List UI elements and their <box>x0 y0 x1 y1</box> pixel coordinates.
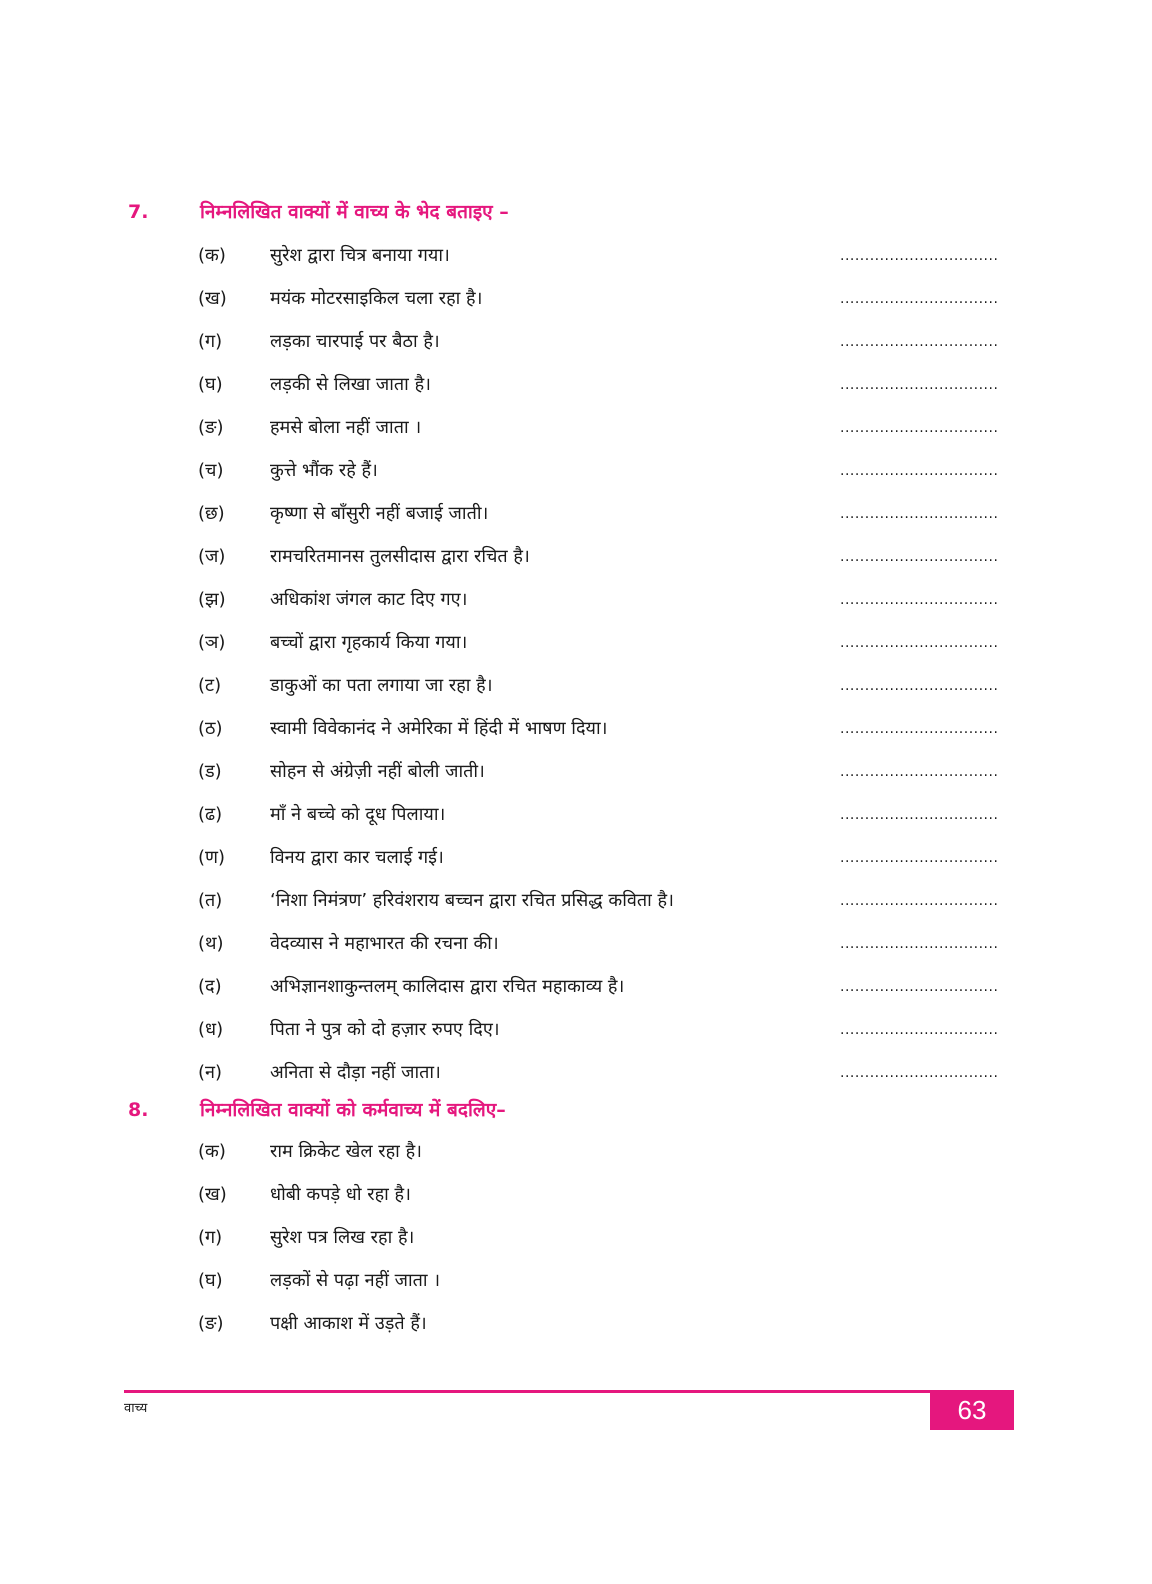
item-sentence: पिता ने पुत्र को दो हज़ार रुपए दिए। <box>270 1019 500 1040</box>
list-item <box>198 285 1018 328</box>
answer-blank: ................................ <box>840 635 999 651</box>
list-item <box>198 887 1018 930</box>
item-label: (ढ) <box>198 804 223 825</box>
list-item <box>198 1267 1018 1310</box>
answer-blank: ................................ <box>840 420 999 436</box>
item-sentence: लड़की से लिखा जाता है। <box>270 374 431 395</box>
answer-blank: ................................ <box>840 334 999 350</box>
list-item <box>198 371 1018 414</box>
list-item <box>198 586 1018 629</box>
answer-blank: ................................ <box>840 248 999 264</box>
item-label: (ङ) <box>198 1313 224 1334</box>
item-label: (ज) <box>198 546 226 567</box>
item-label: (त) <box>198 890 223 911</box>
item-sentence: स्वामी विवेकानंद ने अमेरिका में हिंदी में भाषण दिया। <box>270 718 608 739</box>
list-item <box>198 242 1018 285</box>
list-item <box>198 1181 1018 1224</box>
item-label: (ञ) <box>198 632 226 653</box>
item-sentence: अधिकांश जंगल काट दिए गए। <box>270 589 468 610</box>
answer-blank: ................................ <box>840 1065 999 1081</box>
item-label: (झ) <box>198 589 226 610</box>
item-sentence: ‘निशा निमंत्रण’ हरिवंशराय बच्चन द्वारा रचित प्रसिद्ध कविता है। <box>270 890 674 911</box>
answer-blank: ................................ <box>840 1022 999 1038</box>
item-sentence: कुत्ते भौंक रहे हैं। <box>270 460 378 481</box>
item-label: (क) <box>198 1141 226 1162</box>
item-sentence: अभिज्ञानशाकुन्तलम् कालिदास द्वारा रचित महाकाव्य है। <box>270 976 625 997</box>
list-item <box>198 801 1018 844</box>
item-sentence: मयंक मोटरसाइकिल चला रहा है। <box>270 288 483 309</box>
answer-blank: ................................ <box>840 549 999 565</box>
answer-blank: ................................ <box>840 291 999 307</box>
chapter-name: वाच्य <box>124 1401 148 1416</box>
item-label: (ङ) <box>198 417 224 438</box>
item-sentence: हमसे बोला नहीं जाता । <box>270 417 422 438</box>
item-sentence: लड़का चारपाई पर बैठा है। <box>270 331 440 352</box>
list-item <box>198 1016 1018 1059</box>
item-label: (ग) <box>198 1227 223 1248</box>
item-label: (च) <box>198 460 224 481</box>
item-label: (न) <box>198 1062 223 1083</box>
item-sentence: विनय द्वारा कार चलाई गई। <box>270 847 444 868</box>
item-label: (घ) <box>198 1270 223 1291</box>
item-label: (ठ) <box>198 718 223 739</box>
item-label: (ड) <box>198 761 222 782</box>
list-item <box>198 457 1018 500</box>
list-item <box>198 1224 1018 1267</box>
answer-blank: ................................ <box>840 463 999 479</box>
item-sentence: डाकुओं का पता लगाया जा रहा है। <box>270 675 493 696</box>
item-sentence: बच्चों द्वारा गृहकार्य किया गया। <box>270 632 468 653</box>
list-item <box>198 543 1018 586</box>
list-item <box>198 758 1018 801</box>
item-sentence: सुरेश द्वारा चित्र बनाया गया। <box>270 245 450 266</box>
item-sentence: वेदव्यास ने महाभारत की रचना की। <box>270 933 499 954</box>
list-item <box>198 1310 1018 1353</box>
item-sentence: कृष्णा से बाँसुरी नहीं बजाई जाती। <box>270 503 489 524</box>
item-label: (छ) <box>198 503 225 524</box>
footer-divider <box>124 1390 1014 1393</box>
answer-blank: ................................ <box>840 979 999 995</box>
list-item <box>198 500 1018 543</box>
list-item <box>198 629 1018 672</box>
answer-blank: ................................ <box>840 807 999 823</box>
question-title: निम्नलिखित वाक्यों को कर्मवाच्य में बदलिए– <box>200 1099 506 1121</box>
answer-blank: ................................ <box>840 850 999 866</box>
item-sentence: सुरेश पत्र लिख रहा है। <box>270 1227 415 1248</box>
answer-blank: ................................ <box>840 721 999 737</box>
item-sentence: पक्षी आकाश में उड़ते हैं। <box>270 1313 427 1334</box>
item-sentence: लड़कों से पढ़ा नहीं जाता । <box>270 1270 441 1291</box>
item-label: (क) <box>198 245 226 266</box>
answer-blank: ................................ <box>840 678 999 694</box>
item-label: (द) <box>198 976 222 997</box>
item-label: (ख) <box>198 288 227 309</box>
answer-blank: ................................ <box>840 377 999 393</box>
answer-blank: ................................ <box>840 764 999 780</box>
list-item <box>198 973 1018 1016</box>
item-label: (ग) <box>198 331 223 352</box>
question-7-list <box>198 242 1018 1102</box>
list-item <box>198 715 1018 758</box>
list-item <box>198 930 1018 973</box>
list-item <box>198 414 1018 457</box>
item-label: (थ) <box>198 933 224 954</box>
answer-blank: ................................ <box>840 893 999 909</box>
item-label: (ध) <box>198 1019 224 1040</box>
item-sentence: धोबी कपड़े धो रहा है। <box>270 1184 411 1205</box>
question-number: 8. <box>128 1099 149 1121</box>
item-label: (घ) <box>198 374 223 395</box>
question-title: निम्नलिखित वाक्यों में वाच्य के भेद बताइए – <box>200 201 509 223</box>
item-sentence: सोहन से अंग्रेज़ी नहीं बोली जाती। <box>270 761 485 782</box>
question-8-list <box>198 1138 1018 1353</box>
answer-blank: ................................ <box>840 592 999 608</box>
item-sentence: अनिता से दौड़ा नहीं जाता। <box>270 1062 441 1083</box>
page-number: 63 <box>930 1390 1014 1430</box>
item-label: (ण) <box>198 847 226 868</box>
item-label: (ट) <box>198 675 222 696</box>
item-label: (ख) <box>198 1184 227 1205</box>
item-sentence: राम क्रिकेट खेल रहा है। <box>270 1141 422 1162</box>
list-item <box>198 672 1018 715</box>
question-number: 7. <box>128 201 149 223</box>
item-sentence: माँ ने बच्चे को दूध पिलाया। <box>270 804 446 825</box>
answer-blank: ................................ <box>840 936 999 952</box>
list-item <box>198 328 1018 371</box>
answer-blank: ................................ <box>840 506 999 522</box>
list-item <box>198 844 1018 887</box>
list-item <box>198 1138 1018 1181</box>
item-sentence: रामचरितमानस तुलसीदास द्वारा रचित है। <box>270 546 530 567</box>
